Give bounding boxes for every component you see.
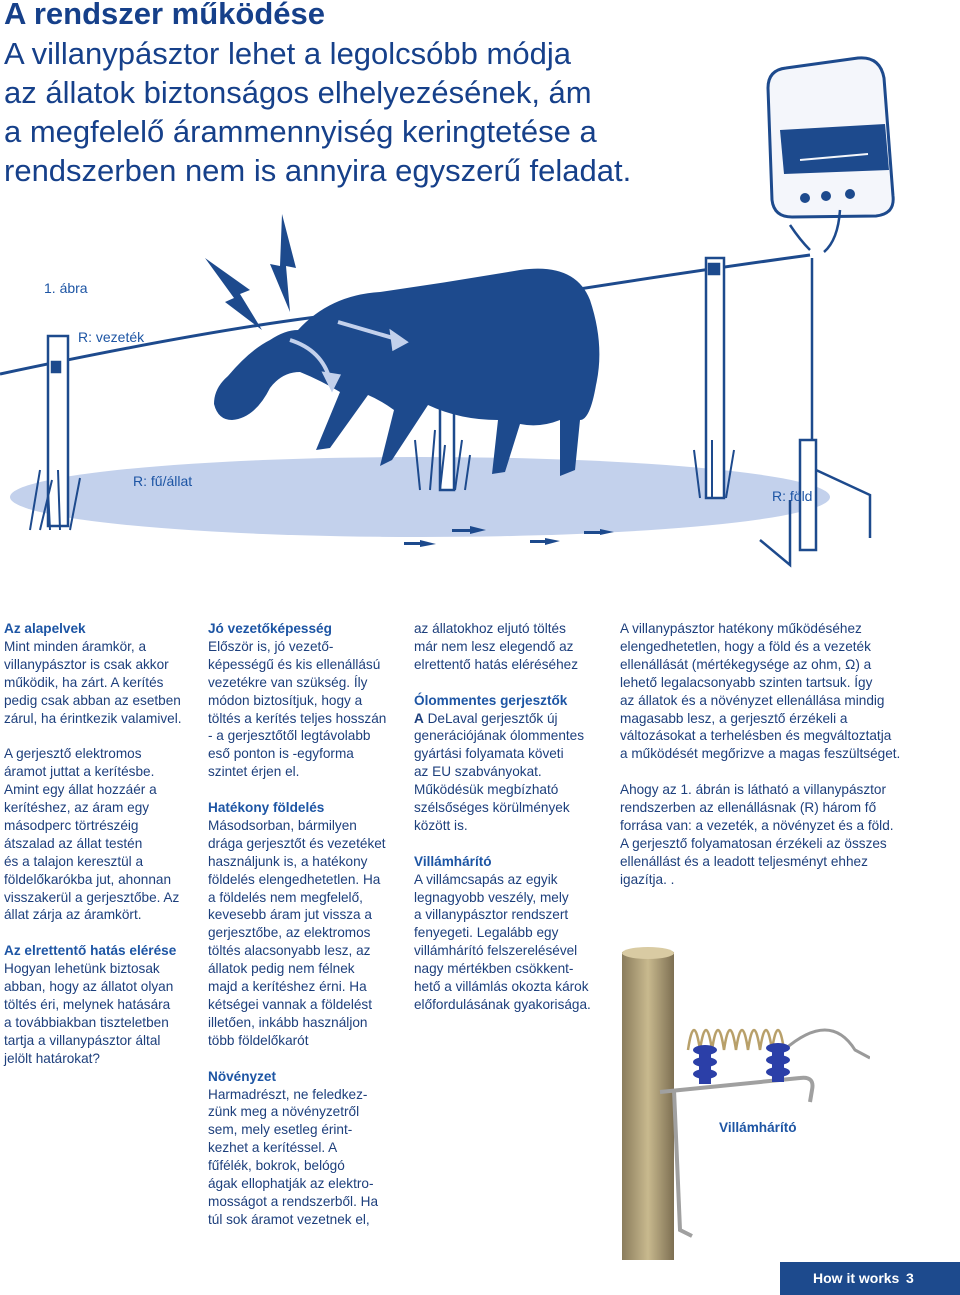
text-line: pedig csak abban az esetben — [4, 692, 181, 708]
text-line: A villanypásztor hatékony működéséhez — [620, 621, 862, 636]
text-line: előfordulásának gyakorisága. — [414, 997, 591, 1012]
text-line: és a talajon keresztül a — [4, 853, 144, 869]
label-grass-resistance: R: fű/állat — [133, 473, 193, 489]
text-line: töltés a kerítés teljes hosszán — [208, 710, 387, 726]
text-column-3 — [414, 620, 591, 1014]
text-line — [414, 710, 591, 728]
text-line: az állatokhoz eljutó töltés — [414, 621, 566, 636]
text-line: lehető legalacsonyabb szinten tartsuk. Így — [620, 674, 873, 690]
text-line: - a gerjesztőtől legtávolabb — [208, 728, 371, 744]
text-line: zünk meg a növényzetről — [208, 1104, 360, 1120]
text-line: túl sok áramot vezetnek el, — [208, 1211, 370, 1227]
subtitle-line: a megfelelő árammennyiség keringtetése a — [4, 114, 597, 149]
text-line: a villanypásztor rendszert — [414, 907, 569, 923]
text-line: magasabb lesz, a gerjesztő érzékeli a — [620, 710, 848, 726]
text-line: kétségei vannak a földelést — [208, 997, 372, 1013]
text-line: az állatok és a növényzet ellenállása mindig — [620, 692, 885, 708]
text-line: a továbbiakban tiszteletben — [4, 1014, 169, 1030]
text-line: drága gerjesztőt és vezetéket — [208, 835, 386, 851]
subtitle-line: az állatok biztonságos elhelyezésének, ám — [4, 75, 592, 110]
text-line: eső ponton is -egyforma — [208, 746, 354, 762]
text-line: A gerjesztő elektromos — [4, 746, 142, 762]
text-line: majd a kerítéshez érni. Ha — [208, 979, 367, 995]
text-line: áramot juttat a kerítésbe. — [4, 764, 155, 780]
text-line: fűfélék, bokrok, belógó — [208, 1158, 345, 1174]
text-line: a működését megőrizve a magas feszültséget. — [620, 746, 901, 762]
text-line: villámhárító felszerelésével — [414, 943, 578, 959]
text-line: Hogyan lehetünk biztosak — [4, 961, 160, 977]
text-line: működik, ha zárt. A kerítés — [4, 674, 164, 690]
text-line: hető a villámlás okozta károk — [414, 979, 589, 995]
text-line: forrása van: a vezeték, a növényzet és a föld. — [620, 817, 894, 833]
text-line: generációjának ólommentes — [414, 728, 585, 744]
text-line: Mint minden áramkör, a — [4, 638, 147, 654]
text-line: használjunk is, a hatékony — [208, 853, 368, 869]
text-line: Amint egy állat hozzáér a — [4, 782, 157, 798]
text-line: visszakerül a gerjesztőbe. Az — [4, 889, 180, 905]
text-line: szintet érjen el. — [208, 764, 300, 780]
fence-post-right — [706, 258, 724, 498]
insulator-icon — [766, 1043, 790, 1082]
text-line: gerjesztőbe, az elektromos — [208, 925, 371, 941]
text-line: másodperc törtrészéig — [4, 817, 139, 833]
text-line: Először is, jó vezető- — [208, 638, 334, 654]
text-line: elrettentő hatás eléréséhez — [414, 656, 578, 672]
section-heading: Az elrettentő hatás elérése — [4, 943, 177, 959]
text-line: kerítéshez, az áram egy — [4, 800, 150, 816]
lightning-arrester-photo — [600, 940, 870, 1260]
subtitle-line: A villanypásztor lehet a legolcsóbb módja — [4, 36, 571, 71]
text-line: zárul, ha érintkezik valamivel. — [4, 710, 182, 726]
text-line: töltés alacsonyabb lesz, az — [208, 943, 371, 959]
insulator-icon — [693, 1045, 717, 1084]
text-line: villanypásztor is csak akkor — [4, 656, 169, 672]
text-line: igazítja. . — [620, 871, 675, 887]
text-line: földelőkarókba jut, ahonnan — [4, 871, 172, 887]
text-line: tartja a villanypásztor által — [4, 1032, 161, 1048]
text-line: elengedhetetlen, hogy a föld és a vezeték — [620, 638, 871, 654]
text-line: ellenállását (mértékegysége az ohm, Ω) a — [620, 656, 872, 672]
text-line: kevesebb áram jut vissza a — [208, 907, 372, 923]
text-line: már nem lesz elegendő az — [414, 638, 574, 654]
text-line: abban, hogy az állatot olyan — [4, 979, 174, 995]
text-line: töltés éri, melynek hatására — [4, 997, 171, 1012]
label-wire-resistance: R: vezeték — [78, 329, 145, 345]
text-line: képességű és kis ellenállású — [208, 656, 381, 672]
footer-label: How it works — [813, 1270, 900, 1286]
text-line: állat zárja az áramkört. — [4, 907, 142, 923]
page-footer-badge — [780, 1262, 960, 1295]
text-line: nagy mértékben csökkent- — [414, 961, 574, 977]
section-heading: Az alapelvek — [4, 621, 86, 636]
lightning-bolt-icon — [270, 214, 296, 312]
text-line: változásokat a terhelésben és megváltoztatja — [620, 728, 892, 744]
text-line: szélsőséges körülmények — [414, 800, 570, 816]
text-line: kezhet a kerítéssel. A — [208, 1140, 338, 1156]
subtitle-line: rendszerben nem is annyira egyszerű feladat. — [4, 153, 632, 188]
text-line: átszalad az állat testén — [4, 835, 143, 851]
figure-caption: 1. ábra — [44, 280, 88, 296]
text-line: ellenállást és a leadott teljesményt ehhez — [620, 853, 868, 869]
text-line: módon biztosítjuk, hogy a — [208, 692, 363, 708]
section-heading: Ólommentes gerjesztők — [414, 692, 568, 708]
text-line: Ahogy az 1. ábrán is látható a villanypásztor — [620, 782, 886, 798]
text-line: között is. — [414, 817, 468, 833]
text-line: illetően, inkább használjon — [208, 1014, 368, 1030]
energizer-unit-icon — [768, 58, 893, 252]
text-line: legnagyobb veszély, mely — [414, 889, 569, 905]
text-line: gyártási folyamata követi — [414, 746, 564, 762]
section-heading: Villámhárító — [414, 853, 492, 869]
text-line: fenyegeti. Legalább egy — [414, 925, 559, 941]
text-line: földelés elengedhetetlen. Ha — [208, 871, 381, 887]
photo-caption: Villámhárító — [719, 1120, 797, 1135]
text-line: Másodsorban, bármilyen — [208, 817, 357, 833]
brand-letter: A — [414, 710, 424, 726]
page-number: 3 — [906, 1270, 914, 1286]
page-title: A rendszer működése — [4, 0, 326, 31]
section-heading: Jó vezetőképesség — [208, 621, 332, 636]
cow-silhouette — [214, 269, 599, 476]
wooden-post — [622, 952, 674, 1260]
text-column-1 — [4, 620, 182, 1068]
text-fragment: DeLaval gerjesztők új — [423, 710, 558, 726]
metal-bracket — [660, 1078, 813, 1102]
text-line: a földelés nem megfelelő, — [208, 889, 363, 905]
text-line: A villámcsapás az egyik — [414, 871, 558, 887]
text-line: ágak ellophatják az elektro- — [208, 1176, 374, 1192]
section-heading: Hatékony földelés — [208, 800, 325, 816]
label-ground-resistance: R: föld — [772, 488, 813, 504]
text-line: jelölt határokat? — [4, 1050, 100, 1066]
text-column-2 — [208, 620, 386, 1229]
text-column-4 — [620, 620, 900, 889]
text-line: sem, mely esetleg érint- — [208, 1122, 353, 1138]
section-heading: Növényzet — [208, 1068, 276, 1084]
text-line: az EU szabványokat. — [414, 764, 542, 780]
text-line: állatok pedig nem félnek — [208, 961, 355, 977]
text-line: Harmadrészt, ne feledkez- — [208, 1086, 368, 1102]
text-line: Működésük megbízható — [414, 782, 559, 798]
text-line: A gerjesztő folyamatosan érzékeli az összes — [620, 835, 887, 851]
lightning-bolt-icon — [205, 258, 262, 330]
text-line: mosságot a rendszerből. Ha — [208, 1193, 379, 1209]
text-line: több földelőkarót — [208, 1032, 309, 1048]
text-line: rendszerben az ellenállásnak (R) három fő — [620, 800, 877, 816]
text-line: vezetékre van szükség. Íly — [208, 674, 368, 690]
